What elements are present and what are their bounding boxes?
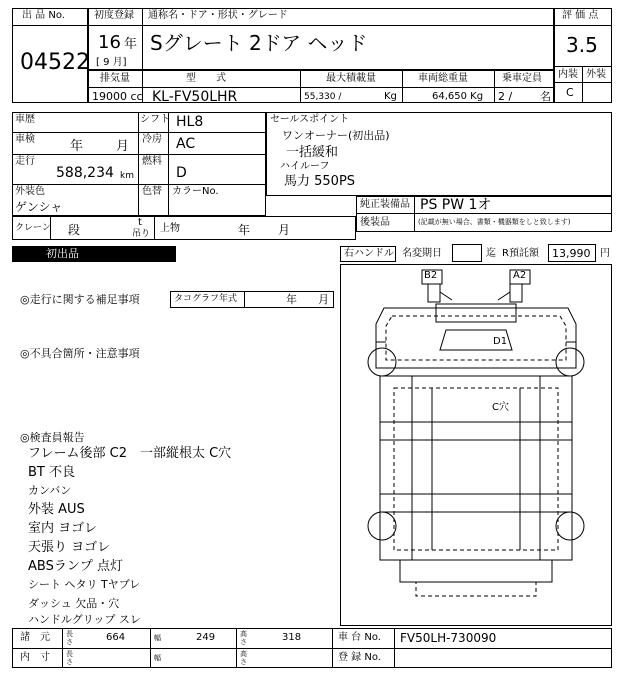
grade-label: 評 価 点 <box>562 10 599 21</box>
chassis-no: FV50LH-730090 <box>400 631 497 645</box>
steering: 右ハンドル <box>344 248 394 259</box>
damage-mark-c-hole: C穴 <box>492 402 509 413</box>
interior-grade: C <box>566 86 574 99</box>
tacho-year: 年 <box>286 293 297 306</box>
damage-mark-b2: B2 <box>424 270 438 281</box>
name-change-label: 名変期日 <box>402 248 442 259</box>
inspector-line: ABSランプ 点灯 <box>28 559 123 574</box>
name-change-field <box>452 244 482 262</box>
first-listing-banner <box>12 246 176 262</box>
history-label: 車歴 <box>15 114 35 125</box>
r-mileage-label: R預託額 <box>502 248 539 259</box>
lot-no: 04522 <box>20 50 90 75</box>
sales-point-line: ワンオーナー(初出品) <box>282 129 390 142</box>
crane-stage: 段 <box>68 223 81 237</box>
crane-year: 年 <box>238 223 251 237</box>
specs-label: 諸 元 <box>20 632 50 643</box>
crane-label: クレーン <box>15 223 51 233</box>
exterior-grade-label: 外装 <box>586 69 606 80</box>
inspector-line: 外装 AUS <box>28 502 85 517</box>
displacement: 19000 cc <box>92 90 143 103</box>
length-label: 長さ <box>66 630 73 646</box>
sales-points-label: セールスポイント <box>270 114 350 125</box>
inner-width-label: 幅 <box>154 654 161 662</box>
stamp-label: 迄 <box>486 248 496 259</box>
crane-month: 月 <box>278 223 291 237</box>
reg-no-label: 登 録 No. <box>338 652 381 663</box>
ext-color: ゲンシャ <box>15 200 63 214</box>
first-listing: 初出品 <box>46 247 79 260</box>
sales-point-line: 一括緩和 <box>286 145 339 160</box>
max-load-unit: Kg <box>384 91 397 102</box>
inspector-label: ◎検査員報告 <box>20 431 85 444</box>
crane-ton: t <box>138 217 142 228</box>
mileage: 588,234 <box>56 165 114 181</box>
inspector-line: 室内 ヨゴレ <box>28 521 98 536</box>
inspector-line: フレーム後部 C2 一部縦根太 C穴 <box>28 446 232 461</box>
max-load: 55,330 / <box>304 92 342 102</box>
shift-label: シフト <box>140 114 170 125</box>
genuine-equipment: PS PW 1オ <box>420 197 492 213</box>
inspection-month: 月 <box>116 139 130 154</box>
fuel: D <box>176 165 187 181</box>
max-load-label: 最大積載量 <box>326 73 376 84</box>
truck-outline-diagram <box>340 264 612 626</box>
width-label: 幅 <box>154 634 161 642</box>
gross-weight-label: 車両総重量 <box>418 73 468 84</box>
tacho-month: 月 <box>318 293 329 306</box>
interior-grade-label: 内装 <box>558 69 578 80</box>
inspector-line: ハンドルグリップ スレ <box>28 613 141 626</box>
height-label: 高さ <box>240 630 247 646</box>
length: 664 <box>106 632 126 643</box>
grade-score: 3.5 <box>566 33 598 57</box>
mileage-label: 走行 <box>15 156 35 167</box>
width: 249 <box>196 632 216 643</box>
fuel-label: 燃料 <box>142 156 162 167</box>
model-code-label: 型 式 <box>186 73 226 84</box>
inner-length-label: 長さ <box>66 650 73 666</box>
capacity: 2 / <box>498 90 513 103</box>
inspection-year: 年 <box>70 139 84 154</box>
color-change-label: 色替 <box>142 186 162 197</box>
first-reg-month: [ 9 月] <box>96 57 127 68</box>
model-name: Sグレート 2ドア ヘッド <box>150 31 368 55</box>
sales-point-line: ハイルーフ <box>280 161 330 172</box>
shift: HL8 <box>176 114 204 130</box>
inspection-label: 車検 <box>15 134 35 145</box>
crane-on-label: 上物 <box>160 223 180 234</box>
aftermarket-label: 後装品 <box>360 217 390 228</box>
inner-dim-label: 内 寸 <box>20 652 50 663</box>
inspector-line: ダッシュ 欠品・穴 <box>28 597 120 610</box>
color-no-label: カラーNo. <box>172 186 219 197</box>
damage-mark-a2: A2 <box>513 270 527 281</box>
ext-color-label: 外装色 <box>15 186 45 197</box>
inspector-line: シート ヘタリ Tヤブレ <box>28 578 141 591</box>
model-code: KL-FV50LHR <box>152 89 238 105</box>
r-mileage: 13,990 <box>552 247 591 260</box>
chassis-label: 車 台 No. <box>338 632 381 643</box>
capacity-label: 乗車定員 <box>502 73 542 84</box>
gross-weight: 64,650 Kg <box>432 91 484 102</box>
travel-notes-label: ◎走行に関する補足事項 <box>20 293 140 306</box>
crane-row <box>12 216 356 240</box>
genuine-equipment-label: 純正装備品 <box>360 199 410 210</box>
capacity-unit: 名 <box>540 90 551 103</box>
defects-label: ◎不具合箇所・注意事項 <box>20 347 140 360</box>
model-name-label: 通称名・ドア・形状・グレード <box>148 10 288 21</box>
ac: AC <box>176 136 196 152</box>
aftermarket-note: (記載が無い場合、書類・機器類をしと致します) <box>418 218 571 226</box>
inspector-line: 天張り ヨゴレ <box>28 540 111 555</box>
displacement-label: 排気量 <box>100 73 130 84</box>
crane-hang: 吊り <box>132 229 151 239</box>
inner-height-label: 高さ <box>240 650 247 666</box>
yen-label: 円 <box>600 248 610 259</box>
lot-no-label: 出 品 No. <box>22 10 65 21</box>
first-reg-year-unit: 年 <box>124 37 138 52</box>
inspector-line: カンバン <box>28 484 72 497</box>
sales-point-line: 馬力 550PS <box>284 174 356 189</box>
damage-mark-d1: D1 <box>493 336 508 347</box>
mileage-unit: km <box>120 171 134 181</box>
first-reg-label: 初度登録 <box>94 10 134 21</box>
tacho-label: タコグラフ年式 <box>174 294 238 304</box>
height: 318 <box>282 632 302 643</box>
first-reg-year: 16 <box>98 32 121 53</box>
inspector-line: BT 不良 <box>28 465 75 480</box>
ac-label: 冷房 <box>142 134 162 145</box>
